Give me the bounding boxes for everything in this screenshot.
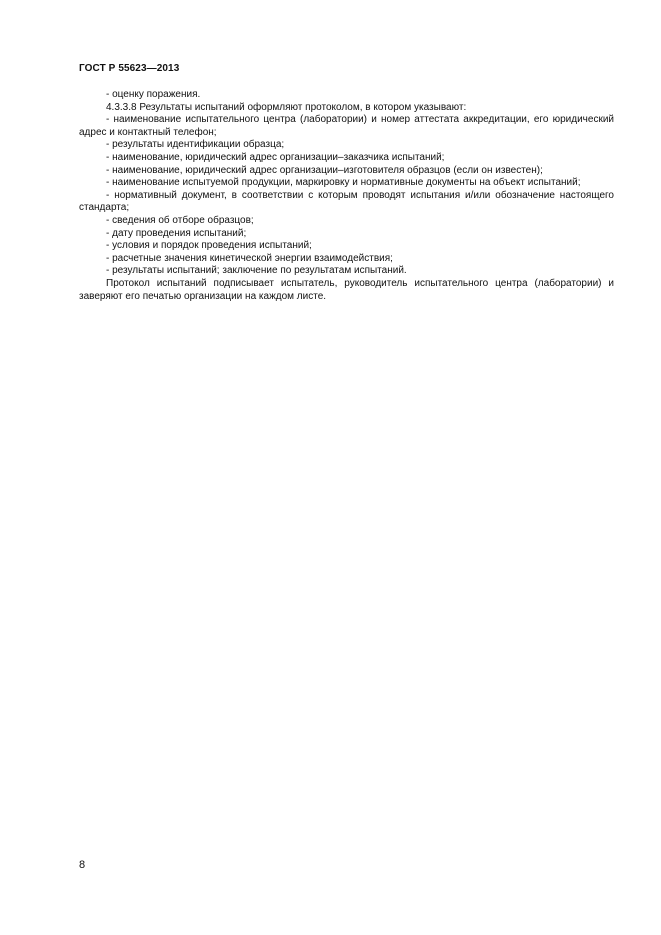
list-item: - результаты испытаний; заключение по результатам испытаний. [106, 265, 407, 277]
list-item: - нормативный документ, в соответствии с которым проводят испытания и/или обозначение настоящего стандарта; [79, 189, 614, 214]
list-item: - наименование испытуемой продукции, маркировку и нормативные документы на объект испытаний; [106, 177, 581, 189]
paragraph: 4.3.3.8 Результаты испытаний оформляют протоколом, в котором указывают: [106, 101, 467, 113]
paragraph: Протокол испытаний подписывает испытатель, руководитель испытательного центра (лаборатории) и заверяют его печатью организации на каждом листе. [79, 277, 614, 302]
list-item: - сведения об отборе образцов; [106, 214, 254, 226]
document-body [79, 89, 614, 303]
paragraph: - оценку поражения. [106, 89, 201, 100]
list-item: - результаты идентификации образца; [106, 139, 285, 151]
page-number: 8 [79, 859, 86, 871]
list-item: - условия и порядок проведения испытаний; [106, 240, 312, 252]
list-item: - наименование, юридический адрес организации–заказчика испытаний; [106, 151, 445, 163]
document-header: ГОСТ Р 55623—2013 [79, 63, 180, 74]
list-item: - наименование испытательного центра (лаборатории) и номер аттестата аккредитации, его юридический адрес и контактный телефон; [79, 114, 614, 138]
list-item: - расчетные значения кинетической энергии взаимодействия; [106, 252, 393, 264]
list-item: - наименование, юридический адрес организации–изготовителя образцов (если он известен); [106, 164, 543, 176]
list-item: - дату проведения испытаний; [106, 227, 247, 239]
